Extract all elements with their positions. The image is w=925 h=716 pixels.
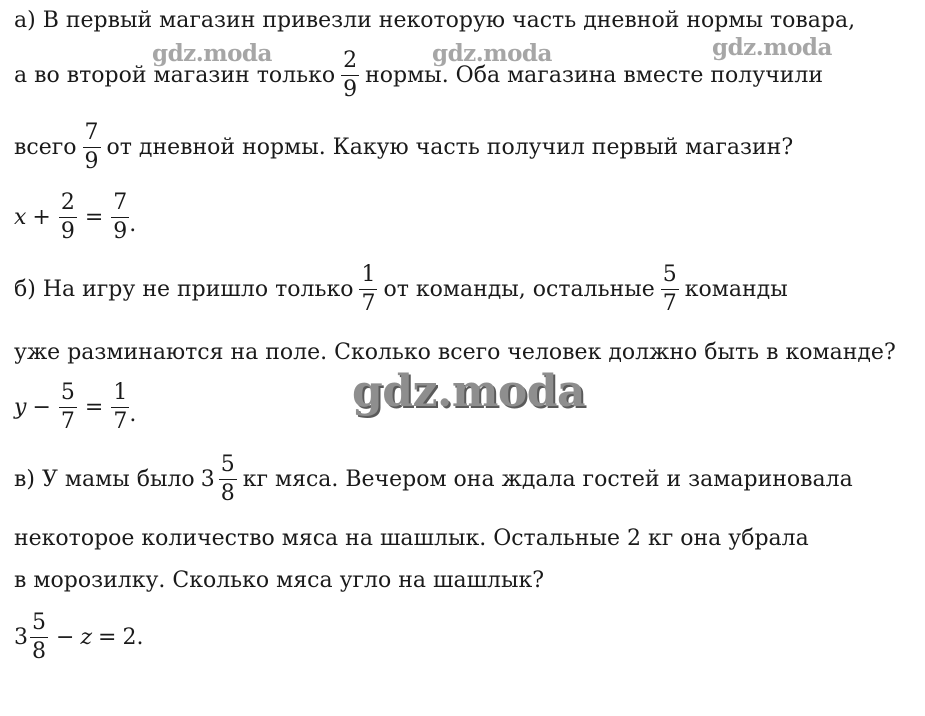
denominator: 9 [113,219,128,244]
text: всего [14,135,77,160]
numerator: 7 [83,122,101,148]
mixed-whole: 3 [14,625,28,650]
fraction [341,50,359,101]
variable: y [14,395,27,420]
problem-a-line-3 [14,122,793,173]
fraction [661,264,679,315]
text: а) В первый магазин привезли некоторую часть дневной нормы товара, [14,8,856,33]
text: кг мяса. Вечером она ждала гостей и замариновала [242,467,853,492]
fraction [111,192,129,243]
fraction [59,192,77,243]
text: команды [684,277,788,302]
period: . [129,402,137,427]
denominator: 9 [84,149,99,174]
period: . [136,625,144,650]
problem-a-line-2 [14,50,823,101]
problem-a-equation [14,192,136,243]
denominator: 8 [32,639,46,664]
denominator: 8 [220,481,235,506]
variable: x [14,205,27,230]
numerator: 5 [661,264,679,290]
numerator: 5 [219,454,237,480]
numerator: 5 [30,612,48,638]
text: от дневной нормы. Какую часть получил первый магазин? [106,135,794,160]
fraction [83,122,101,173]
watermark: gdz.moda [152,40,272,67]
problem-c-equation [14,612,143,663]
numerator: 5 [59,382,77,408]
fraction [111,382,129,433]
problem-b-equation [14,382,136,433]
text: а во второй магазин только [14,63,336,88]
numerator: 2 [341,50,359,76]
text: некоторое количество мяса на шашлык. Остальные 2 кг она убрала [14,526,809,551]
problem-c-line-1 [14,454,853,505]
problem-c-line-2 [14,526,809,551]
watermark: gdz.moda [712,34,832,61]
fraction [219,454,237,505]
problem-b-line-1 [14,264,788,315]
fraction [59,382,77,433]
numerator: 7 [111,192,129,218]
text: б) На игру не пришло только [14,277,354,302]
mixed-whole: 3 [200,467,215,492]
text: нормы. Оба магазина вместе получили [365,63,824,88]
variable: z [80,625,93,650]
denominator: 7 [113,409,128,434]
denominator: 7 [361,291,376,316]
period: . [129,212,137,237]
denominator: 9 [343,77,358,102]
text: уже разминаются на поле. Сколько всего человек должно быть в команде? [14,340,896,365]
watermark-large: gdz.moda [352,366,586,417]
numerator: 1 [111,382,129,408]
problem-c-line-3 [14,568,544,593]
equals: = [98,625,117,650]
denominator: 9 [60,219,75,244]
equals: = [84,395,104,420]
text: от команды, остальные [383,277,655,302]
operator: − [32,395,51,420]
equals: = [84,205,104,230]
problem-b-line-2 [14,340,896,365]
operator: − [56,625,75,650]
denominator: 7 [60,409,75,434]
fraction [30,612,48,663]
numerator: 2 [59,192,77,218]
fraction [359,264,377,315]
watermark: gdz.moda [432,40,552,67]
numerator: 1 [359,264,377,290]
rhs-value: 2 [122,625,137,650]
text: в морозилку. Сколько мяса угло на шашлык? [14,568,545,593]
problem-a-line-1 [14,8,855,33]
denominator: 7 [662,291,677,316]
operator: + [32,205,51,230]
text: в) У мамы было [14,467,195,492]
